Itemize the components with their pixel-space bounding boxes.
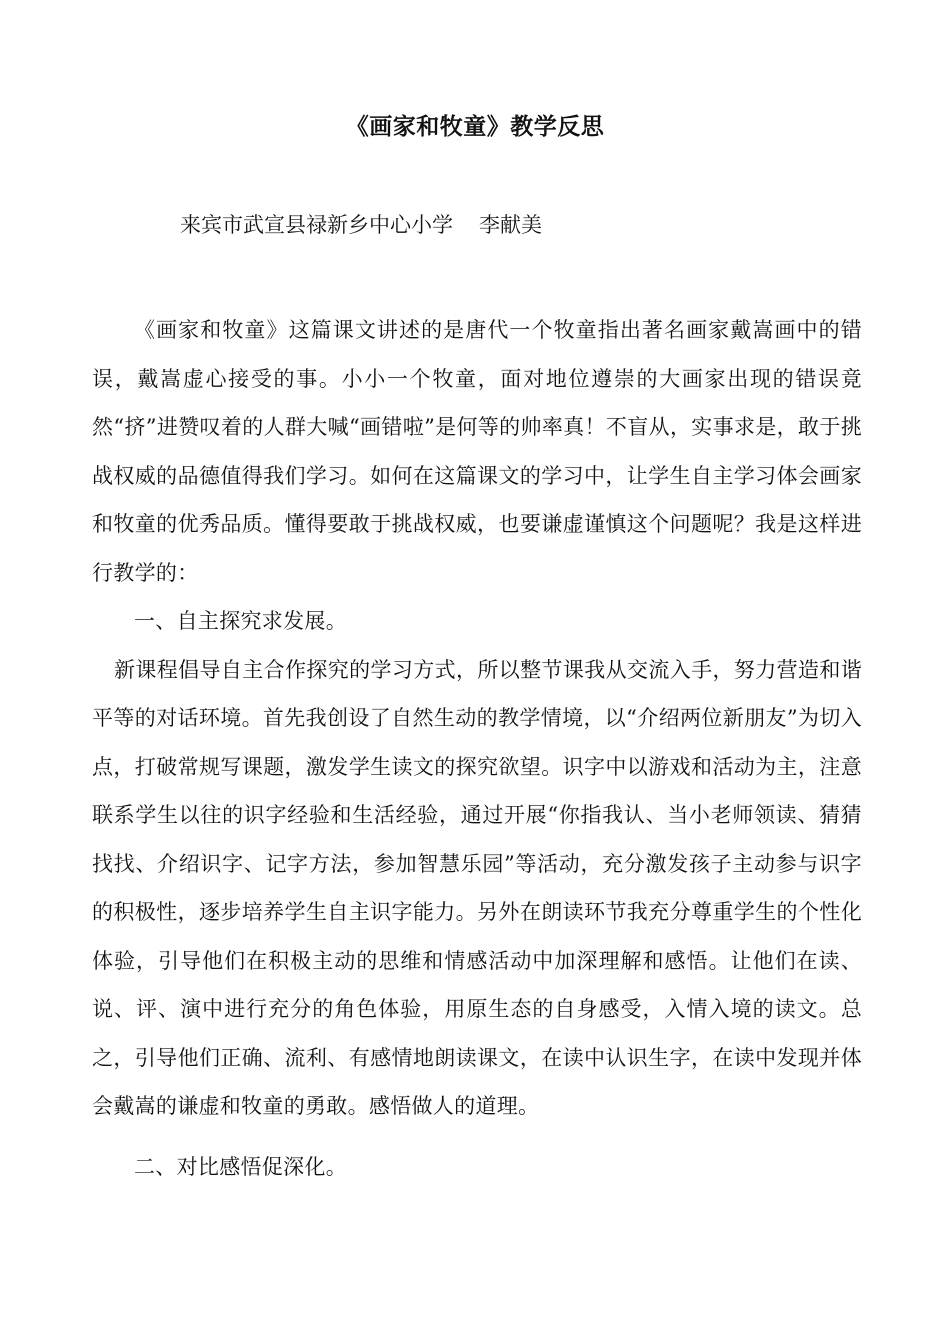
section-heading-1: 一、自主探究求发展。 (134, 609, 347, 633)
document-body (92, 306, 862, 1191)
paragraph-section-1: 新课程倡导自主合作探究的学习方式，所以整节课我从交流入手，努力营造和谐平等的对话环境。首先我创设了自然生动的教学情境，以“介绍两位新朋友”为切入点，打破常规写课题，激发学生读文的探究欲望。识字中以游戏和活动为主，注意联系学生以往的识字经验和生活经验，通过开展“你指我认、当小老师领读、猜猜找找、介绍识字、记字方法，参加智慧乐园”等活动，充分激发孩子主动参与识字的积极性，逐步培养学生自主识字能力。另外在朗读环节我充分尊重学生的个性化体验，引导他们在积极主动的思维和情感活动中加深理解和感悟。让他们在读、说、评、演中进行充分的角色体验，用原生态的自身感受，入情入境的读文。总之，引导他们正确、流利、有感情地朗读课文，在读中认识生字，在读中发现并体会戴嵩的谦虚和牧童的勇敢。感悟做人的道理。 (92, 657, 862, 1118)
author-school: 来宾市武宣县禄新乡中心小学 (180, 213, 453, 237)
document-title: 《画家和牧童》教学反思 (345, 113, 605, 140)
section-heading-2: 二、对比感悟促深化。 (134, 1154, 347, 1179)
author-name: 李献美 (479, 213, 542, 237)
paragraph-intro: 《画家和牧童》这篇课文讲述的是唐代一个牧童指出著名画家戴嵩画中的错误，戴嵩虚心接受的事。小小一个牧童，面对地位遵崇的大画家出现的错误竟然“挤”进赞叹着的人群大喊“画错啦”是何等的帅率真！不盲从，实事求是，敢于挑战权威的品德值得我们学习。如何在这篇课文的学习中，让学生自主学习体会画家和牧童的优秀品质。懂得要敢于挑战权威，也要谦虚谨慎这个问题呢？我是这样进行教学的： (92, 318, 862, 585)
author-line (180, 210, 542, 240)
